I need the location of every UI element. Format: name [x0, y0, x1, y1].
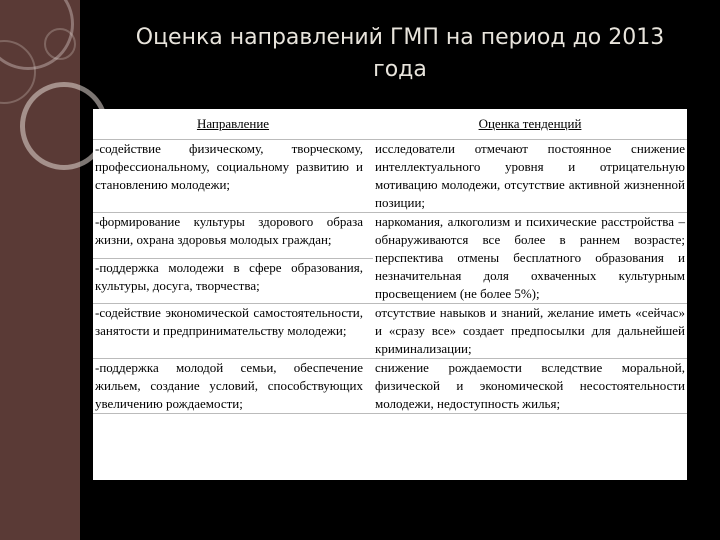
assessment-cell: снижение рождаемости вследствие моральной, физической и экономической несостоятельности молодежи, недоступность жилья; [373, 359, 687, 414]
table-row [93, 140, 687, 213]
assessment-cell: отсутствие навыков и знаний, желание иметь «сейчас» и «сразу все» создает предпосылки для дальнейшей криминализации; [373, 304, 687, 359]
direction-cell: -содействие экономической самостоятельности, занятости и предпринимательству молодежи; [93, 304, 373, 359]
direction-cell: -поддержка молодежи в сфере образования, культуры, досуга, творчества; [93, 258, 373, 304]
direction-cell: -содействие физическому, творческому, профессиональному, социальному развитию и становлению молодежи; [93, 140, 373, 213]
decorative-side-strip [0, 0, 80, 540]
decorative-ring-icon [44, 28, 76, 60]
table-header-row [93, 109, 687, 140]
header-direction: Направление [93, 109, 373, 140]
direction-cell: -поддержка молодой семьи, обеспечение жильем, создание условий, способствующих увеличению рождаемости; [93, 359, 373, 414]
assessment-cell: наркомания, алкоголизм и психические расстройства – обнаруживаются все более в раннем возрасте; перспектива отмены бесплатного образования и незначительная доля охваченных культурным просвещением (не более 5%); [373, 213, 687, 304]
table-row [93, 359, 687, 414]
table-row [93, 304, 687, 359]
slide-title [90, 22, 710, 86]
assessment-cell: исследователи отмечают постоянное снижение интеллектуального уровня и отрицательную мотивацию молодежи, отсутствие активной жизненной позиции; [373, 140, 687, 213]
slide-title-line1: Оценка направлений ГМП на период до 2013 [135, 25, 665, 50]
table-row [93, 213, 687, 259]
direction-cell: -формирование культуры здорового образа жизни, охрана здоровья молодых граждан; [93, 213, 373, 259]
slide-title-line2: года [373, 57, 427, 82]
directions-table-container [93, 109, 687, 480]
header-assessment: Оценка тенденций [373, 109, 687, 140]
directions-table [93, 109, 687, 414]
